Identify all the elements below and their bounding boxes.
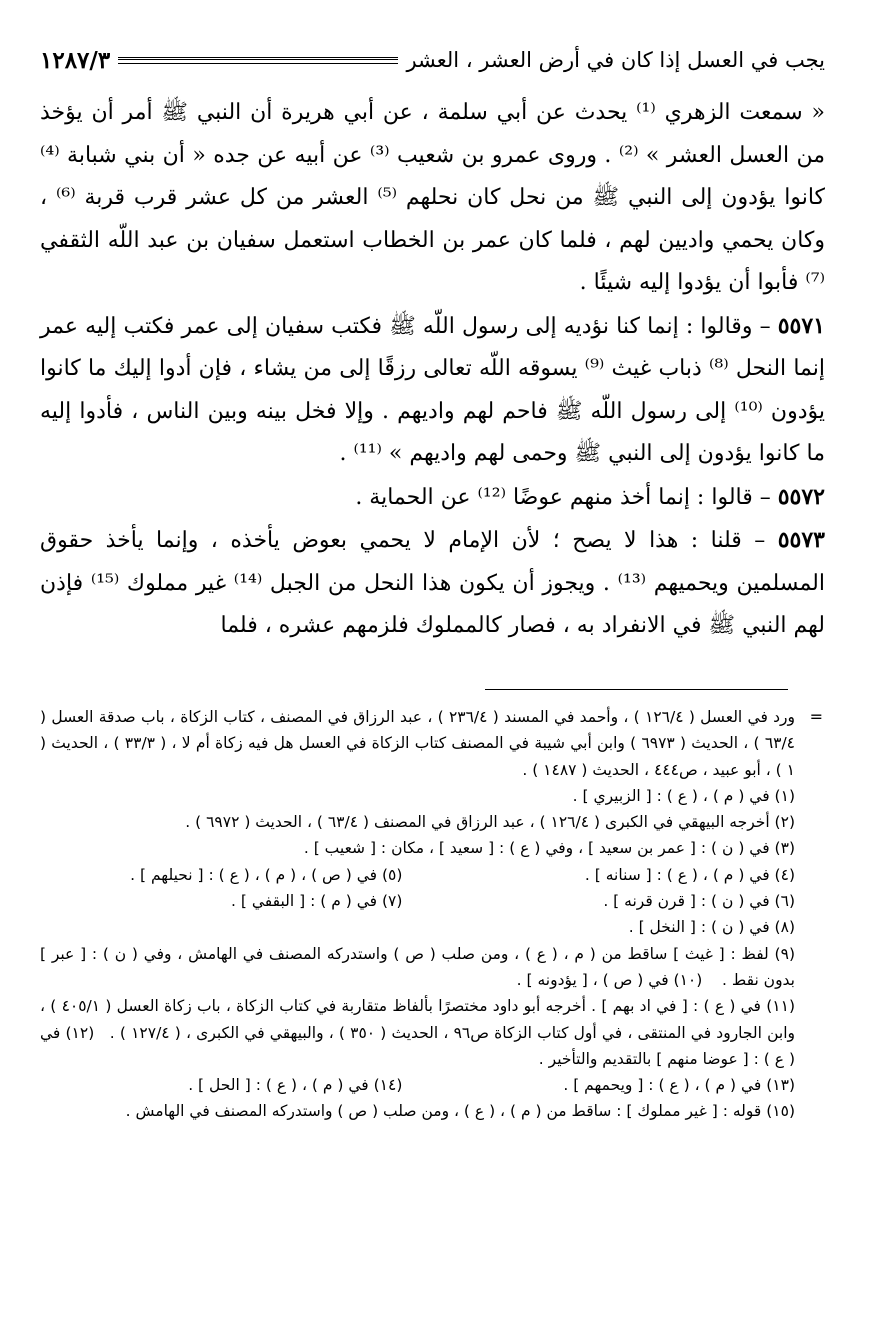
footnote-10: (١٠) في ( ص ) ، [ يؤدونه ] . bbox=[516, 970, 703, 989]
footnote-4: (٤) في ( م ) ، ( ع ) : [ سنانه ] . bbox=[584, 865, 795, 884]
footnote-5: (٥) في ( ص ) ، ( م ) ، ( ع ) : [ نحيلهم ] . bbox=[130, 865, 403, 884]
paragraph-5571 bbox=[40, 305, 825, 476]
paragraph-5573 bbox=[40, 519, 825, 648]
footnote-8: (٨) في ( ن ) : [ النخل ] . bbox=[628, 918, 795, 937]
main-text bbox=[40, 92, 825, 648]
paragraph-5573-text: – قلنا : هذا لا يصح ؛ لأن الإمام لا يحمي بعوض يأخذه ، وإنما يأخذ حقوق المسلمين ويحميهم ⁽¹³⁾ . ويجوز أن يكون هذا النحل من الجبل ⁽¹⁴⁾ غير مملوك ⁽¹⁵⁾ فإذن لهم النبي ﷺ في الانفراد به ، فصار كالمملوك فلزمهم عشره ، فلما bbox=[40, 528, 825, 638]
page-number: ١٢٨٧/٣ bbox=[40, 46, 111, 74]
footnote-15: (١٥) قوله : [ غير مملوك ] : ساقط من ( م ) ، ( ع ) ، ومن صلب ( ص ) واستدركه المصنف في الهامش . bbox=[125, 1102, 795, 1121]
issue-number-5572: ٥٥٧٢ bbox=[777, 483, 825, 510]
footnote-continuation: ورد في العسل ( ١٢٦/٤ ) ، وأحمد في المسند ( ٢٣٦/٤ ) ، عبد الرزاق في المصنف ، كتاب الزكاة ، باب صدقة العسل ( ٦٣/٤ ) ، الحديث ( ٦٩٧٣ ) وابن أبي شيبة في المصنف كتاب الزكاة في العسل هل فيه زكاة أم لا ، ( ٣٣/٣ ) ، الحديث ( ١ ) ، أبو عبيد ، ص٤٤٤ ، الحديث ( ١٤٨٧ ) . bbox=[40, 708, 796, 779]
footnote-row-4-5 bbox=[40, 862, 795, 888]
running-header bbox=[40, 40, 825, 80]
footnote-13: (١٣) في ( م ) ، ( ع ) : [ ويحمهم ] . bbox=[563, 1076, 795, 1095]
footnote-9 bbox=[40, 941, 795, 994]
footnote-7: (٧) في ( م ) : [ البقفي ] . bbox=[231, 892, 403, 911]
footnote-separator bbox=[485, 689, 788, 690]
footnote-3: (٣) في ( ن ) : [ عمر بن سعيد ] ، وفي ( ع ) : [ سعيد ] ، مكان : [ شعيب ] . bbox=[303, 839, 795, 858]
header-rule bbox=[118, 57, 398, 64]
footnote-1: (١) في ( م ) ، ( ع ) : [ الزبيري ] . bbox=[572, 786, 795, 805]
footnote-2: (٢) أخرجه البيهقي في الكبرى ( ١٢٦/٤ ) ، عبد الرزاق في المصنف ( ٦٣/٤ ) ، الحديث ( ٦٩٧٢ ) . bbox=[185, 813, 795, 832]
paragraph-5571-text: – وقالوا : إنما كنا نؤديه إلى رسول اللّه ﷺ فكتب سفيان إلى عمر فكتب إليه عمر إنما النحل ⁽⁸⁾ ذباب غيث ⁽⁹⁾ يسوقه اللّه تعالى رزقًا إلى من يشاء ، فإن أدوا إليك ما كانوا يؤدون ⁽¹⁰⁾ إلى رسول اللّه ﷺ فاحم لهم واديهم . وإلا فخل بينه وبين الناس ، فأدوا إليه ما كانوا يؤدون إلى النبي ﷺ وحمى لهم واديهم » ⁽¹¹⁾ . bbox=[40, 313, 825, 466]
footnote-12: (١٢) في ( ع ) : [ عوضا منهم ] بالتقديم والتأخير . bbox=[40, 1023, 795, 1068]
paragraph-intro: « سمعت الزهري ⁽¹⁾ يحدث عن أبي سلمة ، عن أبي هريرة أن النبي ﷺ أمر أن يؤخذ من العسل العشر » ⁽²⁾ . وروى عمرو بن شعيب ⁽³⁾ عن أبيه عن جده « أن بني شبابة ⁽⁴⁾ كانوا يؤدون إلى النبي ﷺ من نحل كان نحلهم ⁽⁵⁾ العشر من كل عشر قرب قربة ⁽⁶⁾ ، وكان يحمي واديين لهم ، فلما كان عمر بن الخطاب استعمل سفيان بن عبد اللّه الثقفي ⁽⁷⁾ فأبوا أن يؤدوا إليه شيئًا . bbox=[40, 100, 826, 295]
footnote-row-6-7 bbox=[40, 888, 795, 914]
footnote-row-13-14 bbox=[40, 1072, 795, 1098]
footnote-14: (١٤) في ( م ) ، ( ع ) : [ الحل ] . bbox=[188, 1076, 403, 1095]
footnotes bbox=[40, 704, 795, 1125]
header-title: يجب في العسل إذا كان في أرض العشر ، العشر bbox=[406, 48, 825, 72]
footnote-continuation-mark: = bbox=[809, 707, 823, 726]
issue-number-5571: ٥٥٧١ bbox=[777, 312, 825, 339]
issue-number-5573: ٥٥٧٣ bbox=[777, 527, 825, 553]
footnote-6: (٦) في ( ن ) : [ قرن قرنه ] . bbox=[603, 892, 795, 911]
paragraph-5572-text: – قالوا : إنما أخذ منهم عوضًا ⁽¹²⁾ عن الحماية . bbox=[355, 484, 771, 510]
footnote-11-text: (١١) في ( ع ) : [ في اد بهم ] . أخرجه أبو داود مختصرًا بألفاظ متقاربة في كتاب الزكاة ، باب زكاة العسل ( ٤٠٥/١ ) ، وابن الجارود في المنتقى ، في أول كتاب الزكاة ص٩٦ ، الحديث ( ٣٥٠ ) ، والبيهقي في الكبرى ، ( ١٢٧/٤ ) . bbox=[40, 997, 796, 1042]
footnote-11 bbox=[40, 993, 795, 1072]
footnote-9-text: (٩) لفظ : [ غيث ] ساقط من ( م ، ( ع ) ، ومن صلب ( ص ) واستدركه المصنف في الهامش ، وفي ( ن ) : [ عبر ] بدون نقط . bbox=[40, 944, 795, 989]
paragraph-5572 bbox=[40, 476, 825, 520]
